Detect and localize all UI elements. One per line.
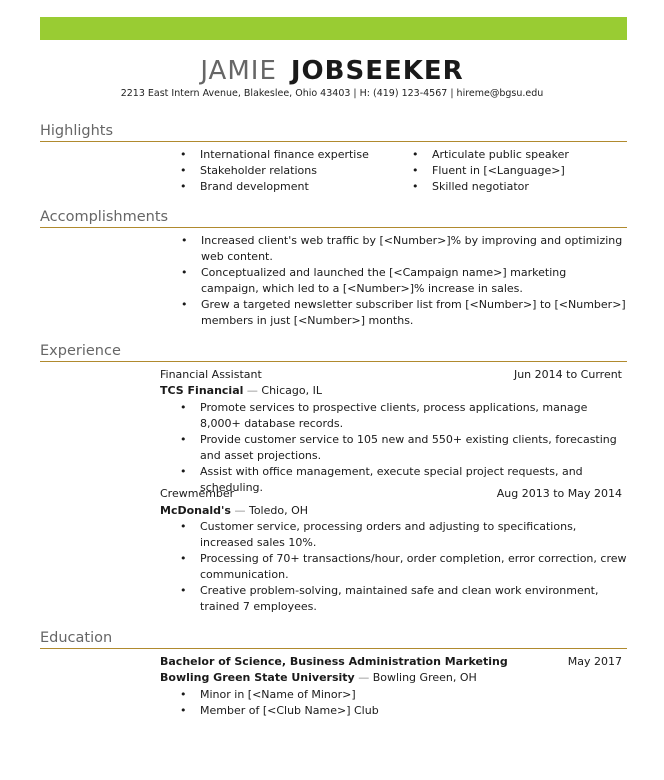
section-divider — [40, 361, 627, 362]
section-divider — [40, 648, 627, 649]
school-name: Bowling Green State University — [160, 671, 355, 684]
list-item: • Fluent in [<Language>] — [392, 163, 622, 179]
first-name: JAMIE — [200, 56, 277, 86]
list-item: • Provide customer service to 105 new and 550+ existing clients, forecasting and asset projections. — [160, 432, 627, 464]
last-name: JOBSEEKER — [290, 56, 464, 86]
section-title-education: Education — [40, 630, 113, 646]
list-item: • Increased client's web traffic by [<Number>]% by improving and optimizing web content. — [161, 233, 627, 265]
job-company-line — [160, 503, 308, 519]
highlights-left-list — [160, 147, 390, 195]
company-name: TCS Financial — [160, 384, 244, 397]
list-item: • Minor in [<Name of Minor>] — [160, 687, 627, 703]
job-duties-list — [160, 519, 627, 615]
section-title-experience: Experience — [40, 343, 121, 359]
section-title-highlights: Highlights — [40, 123, 114, 139]
separator: — — [243, 384, 262, 397]
list-item: • Stakeholder relations — [160, 163, 390, 179]
job-dates: Aug 2013 to May 2014 — [496, 487, 622, 500]
list-item: • International finance expertise — [160, 147, 390, 163]
list-item: • Processing of 70+ transactions/hour, order completion, error correction, crew communication. — [160, 551, 627, 583]
job-dates: Jun 2014 to Current — [513, 368, 622, 381]
school-location: Bowling Green, OH — [372, 671, 477, 684]
list-item: • Articulate public speaker — [392, 147, 622, 163]
list-item: • Member of [<Club Name>] Club — [160, 703, 627, 719]
section-divider — [40, 141, 627, 142]
job-title: Financial Assistant — [160, 368, 262, 381]
list-item: • Grew a targeted newsletter subscriber list from [<Number>] to [<Number>] members in just [<Number>] months. — [161, 297, 627, 329]
list-item: • Conceptualized and launched the [<Campaign name>] marketing campaign, which led to a [<Number>]% increase in sales. — [161, 265, 627, 297]
section-divider — [40, 227, 627, 228]
job-company-line — [160, 383, 322, 399]
job-location: Toledo, OH — [248, 504, 309, 517]
degree: Bachelor of Science, Business Administration Marketing — [160, 655, 508, 668]
graduation-date: May 2017 — [567, 655, 622, 668]
list-item: • Assist with office management, execute special project requests, and scheduling. — [160, 464, 627, 496]
job-location: Chicago, IL — [261, 384, 322, 397]
highlights-right-list — [392, 147, 622, 195]
job-title: Crewmember — [160, 487, 235, 500]
section-title-accomplishments: Accomplishments — [40, 209, 169, 225]
education-details-list — [160, 687, 627, 719]
separator: — — [354, 671, 373, 684]
list-item: • Customer service, processing orders and adjusting to specifications, increased sales 10%. — [160, 519, 627, 551]
job-duties-list — [160, 400, 627, 496]
list-item: • Promote services to prospective clients, process applications, manage 8,000+ database records. — [160, 400, 627, 432]
list-item: • Creative problem-solving, maintained safe and clean work environment, trained 7 employees. — [160, 583, 627, 615]
school-line — [160, 670, 477, 686]
list-item: • Skilled negotiator — [392, 179, 622, 195]
header-accent-bar — [40, 17, 627, 40]
list-item: • Brand development — [160, 179, 390, 195]
company-name: McDonald's — [160, 504, 231, 517]
candidate-name — [0, 54, 664, 88]
accomplishments-list — [161, 233, 627, 329]
contact-line: 2213 East Intern Avenue, Blakeslee, Ohio 43403 | H: (419) 123-4567 | hireme@bgsu.edu — [120, 88, 544, 99]
separator: — — [230, 504, 249, 517]
